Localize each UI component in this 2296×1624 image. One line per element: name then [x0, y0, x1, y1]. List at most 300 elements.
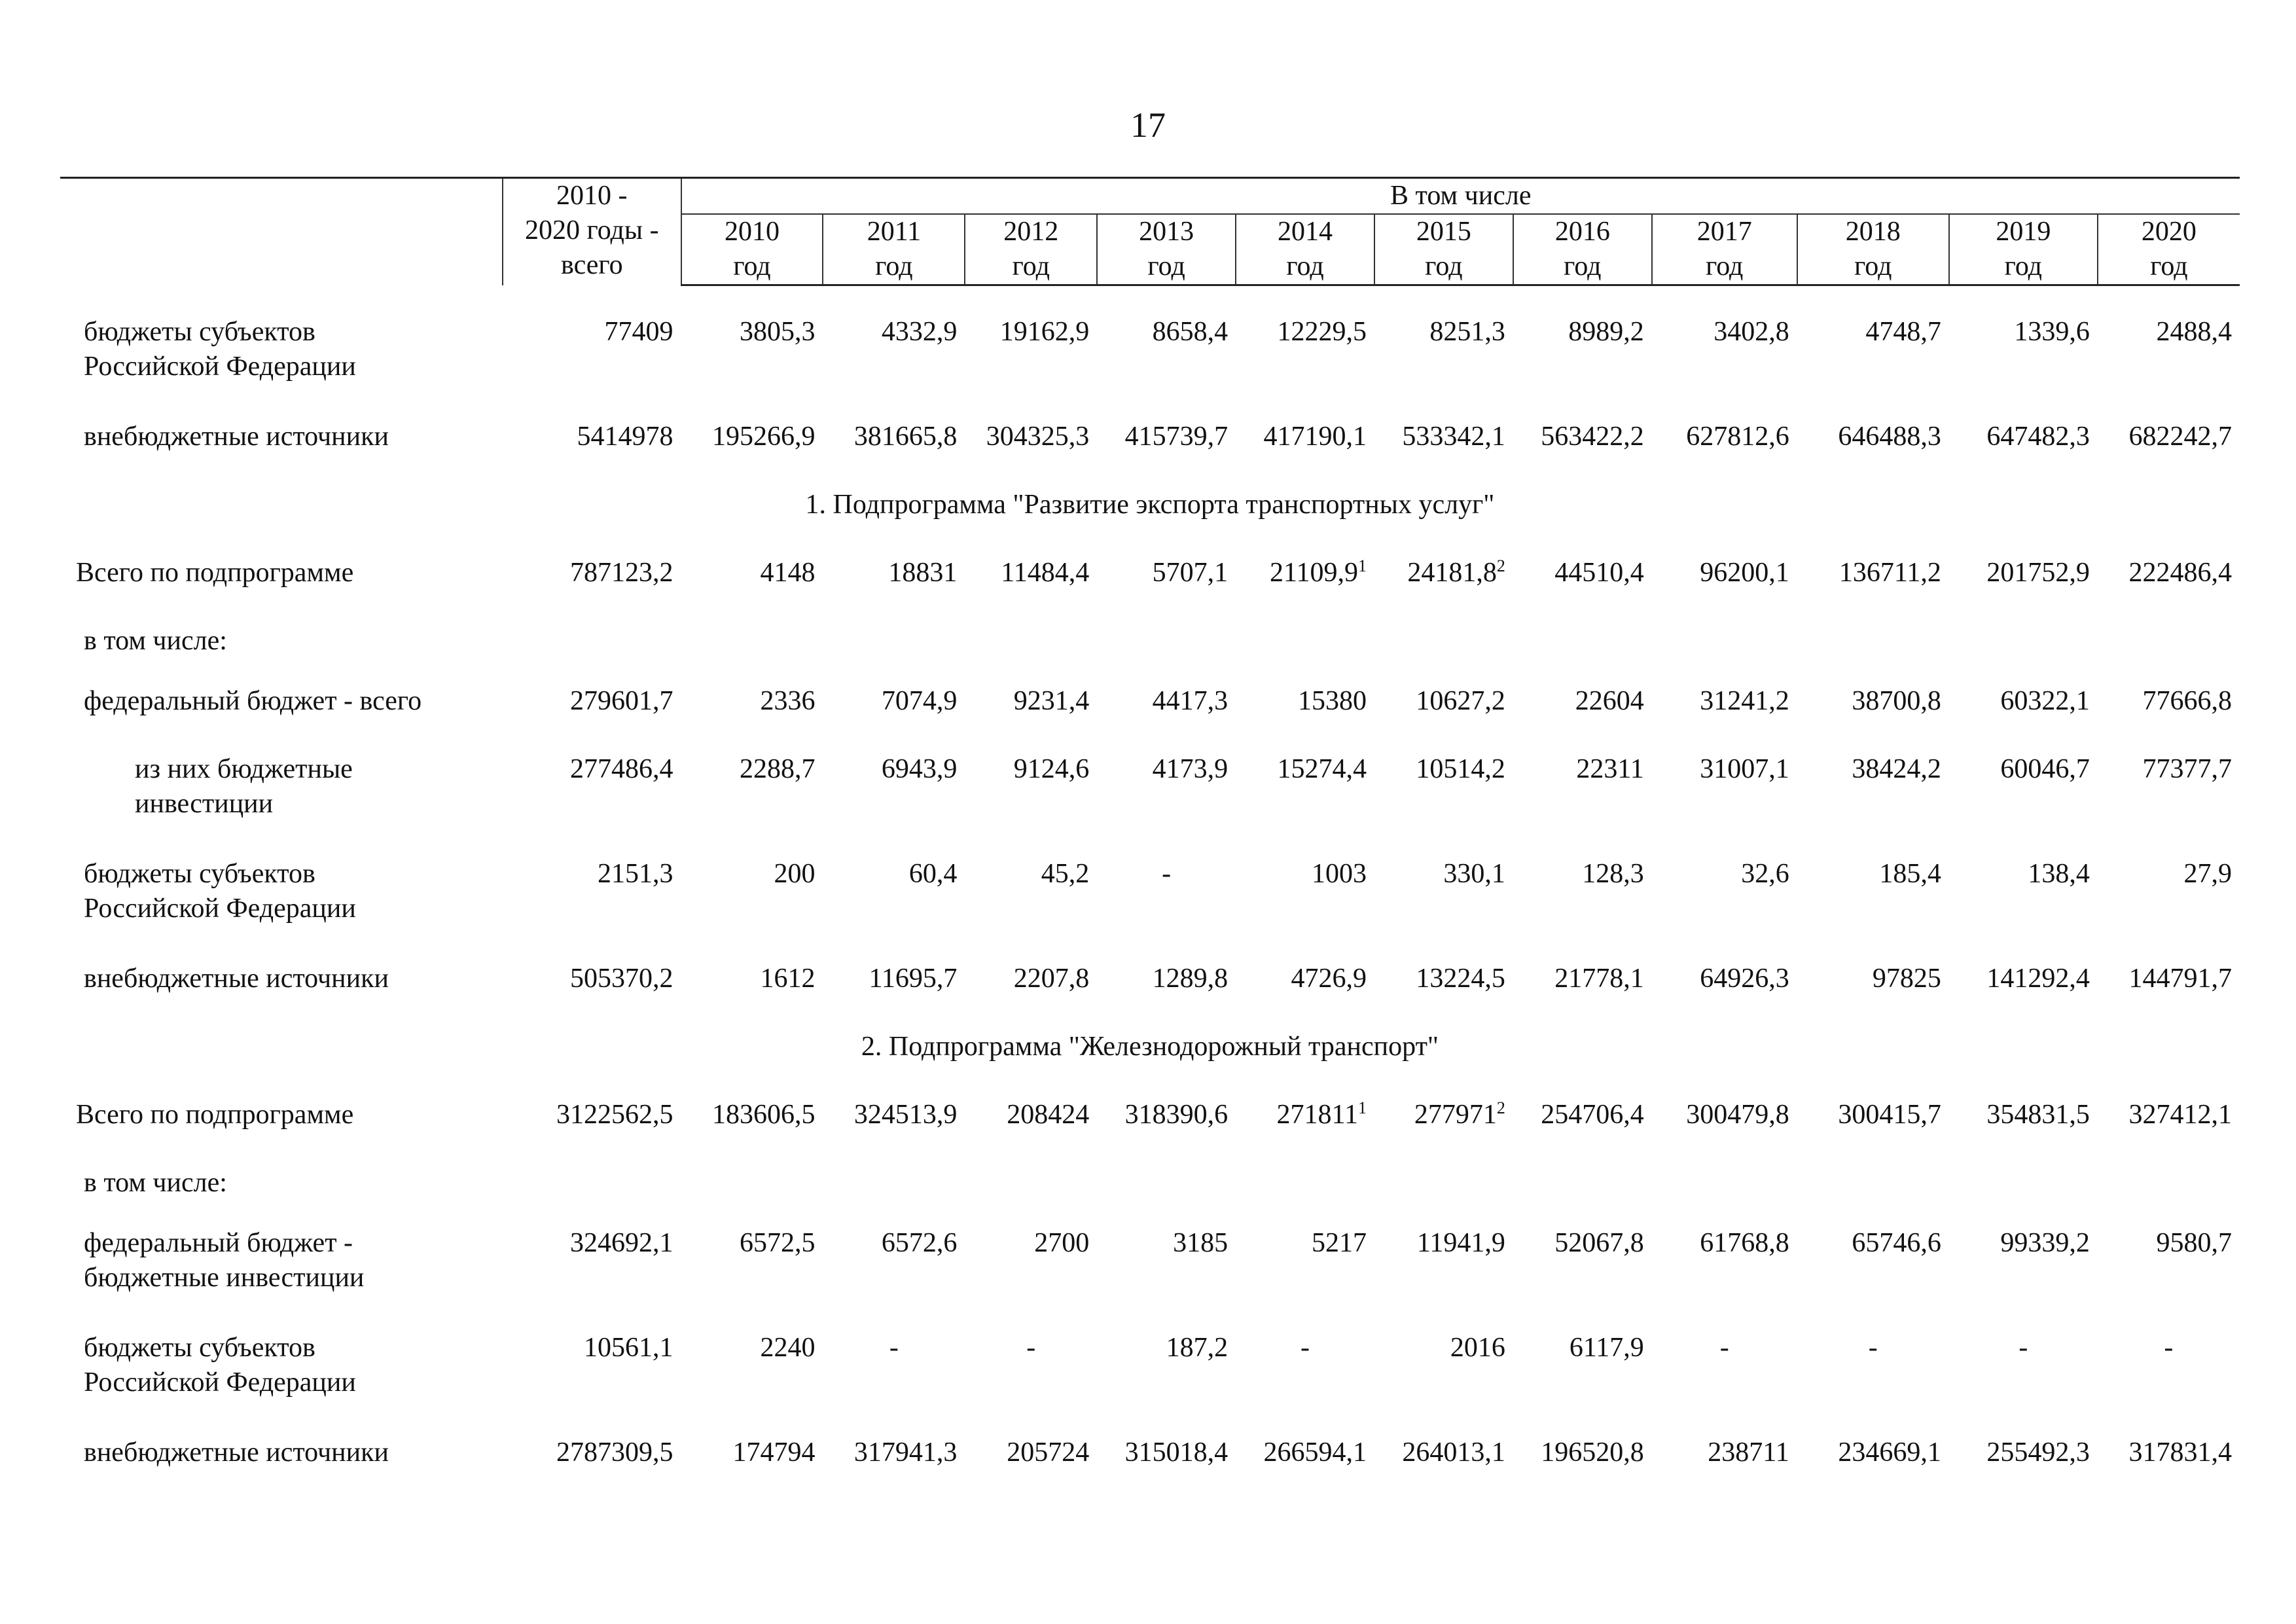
header-year-suffix	[1514, 249, 1651, 284]
year-cell-2020	[2098, 556, 2240, 624]
header-year-suffix-text: год	[1147, 251, 1185, 281]
total-value: 3122562,5	[556, 1100, 673, 1130]
year-cell-2019	[1949, 752, 2098, 857]
empty-cell	[1797, 624, 1949, 684]
header-year-suffix-text: год	[2150, 251, 2188, 281]
row-label-text: Российской Федерации	[84, 352, 356, 382]
year-cell-2015	[1374, 1226, 1513, 1331]
year-cell-2019	[1949, 556, 2098, 624]
header-year-number	[1798, 215, 1948, 249]
year-cell-2010	[681, 962, 823, 1030]
year-cell-2015	[1374, 1331, 1513, 1435]
header-year-number	[1375, 215, 1513, 249]
row-label	[60, 684, 503, 752]
year-cell-2015	[1374, 752, 1513, 857]
total-cell	[503, 962, 681, 1030]
header-indicator-cell	[60, 178, 503, 285]
year-value: -	[1162, 859, 1172, 889]
year-cell-2016	[1513, 556, 1652, 624]
year-cell-2015	[1374, 315, 1513, 420]
year-value: 234669,1	[1838, 1437, 1941, 1468]
year-cell-2014	[1236, 962, 1374, 1030]
year-value: 52067,8	[1554, 1228, 1644, 1258]
year-cell-2014	[1236, 556, 1374, 624]
year-cell-2013	[1097, 684, 1236, 752]
year-cell-2011	[823, 1331, 965, 1435]
year-value: 5217	[1311, 1228, 1367, 1258]
year-value: 238711	[1708, 1437, 1789, 1468]
year-cell-2013	[1097, 420, 1236, 488]
table-row	[60, 1435, 2240, 1504]
year-value: 8251,3	[1429, 317, 1505, 347]
header-year-suffix-text: год	[733, 251, 771, 281]
table-row	[60, 1098, 2240, 1166]
year-cell-2016	[1513, 752, 1652, 857]
year-value: 354831,5	[1986, 1100, 2090, 1130]
year-cell-2013	[1097, 1331, 1236, 1435]
header-year-suffix-text: год	[1854, 251, 1892, 281]
total-value: 10561,1	[584, 1333, 673, 1363]
row-label-line	[84, 420, 503, 454]
year-value: 19162,9	[999, 317, 1090, 347]
year-cell-2014	[1236, 315, 1374, 420]
section-heading-row	[60, 1030, 2240, 1098]
year-value: 381665,8	[853, 422, 958, 452]
year-value: 144791,7	[2128, 964, 2232, 994]
year-cell-2014	[1236, 420, 1374, 488]
year-value: 196520,8	[1541, 1437, 1644, 1468]
year-cell-2020	[2098, 857, 2240, 962]
year-value: -	[1868, 1333, 1878, 1363]
year-cell-2012	[965, 1098, 1097, 1166]
year-value: 2288,7	[739, 754, 816, 784]
year-value: 1003	[1311, 859, 1367, 889]
year-value: 15380	[1297, 686, 1367, 716]
year-cell-2010	[681, 1226, 823, 1331]
year-value: 205724	[1007, 1437, 1090, 1468]
year-value: 4748,7	[1865, 317, 1941, 347]
year-cell-2018	[1797, 556, 1949, 624]
row-label-text: из них бюджетные	[135, 754, 353, 784]
year-cell-2014	[1236, 857, 1374, 962]
year-cell-2017	[1652, 556, 1797, 624]
row-label-line	[84, 350, 503, 384]
year-cell-2020	[2098, 315, 2240, 420]
footnote-marker: 1	[1357, 556, 1367, 575]
header-year-suffix	[2098, 249, 2240, 284]
header-year-2015	[1374, 214, 1513, 285]
header-in-number-text: В том числе	[1390, 181, 1532, 211]
year-cell-2019	[1949, 1098, 2098, 1166]
year-value: 174794	[732, 1437, 816, 1468]
year-value: 647482,3	[1986, 422, 2090, 452]
year-value: 682242,7	[2128, 422, 2232, 452]
year-cell-2017	[1652, 1098, 1797, 1166]
header-year-number	[965, 215, 1096, 249]
year-cell-2015	[1374, 420, 1513, 488]
year-cell-2019	[1949, 315, 2098, 420]
empty-cell	[1652, 624, 1797, 684]
year-cell-2017	[1652, 420, 1797, 488]
row-label	[60, 1331, 503, 1435]
total-cell	[503, 556, 681, 624]
empty-cell	[1652, 1166, 1797, 1226]
row-label	[60, 420, 503, 488]
empty-cell	[965, 1166, 1097, 1226]
table-row	[60, 857, 2240, 962]
section-heading-text: 1. Подпрограмма "Развитие экспорта транспортных услуг"	[805, 490, 1495, 520]
header-year-2011	[823, 214, 965, 285]
header-in-number	[681, 178, 2240, 215]
year-value: 11941,9	[1416, 1228, 1505, 1258]
header-year-text: 2012	[1003, 217, 1059, 247]
year-value: 9124,6	[1013, 754, 1090, 784]
year-value: 185,4	[1879, 859, 1941, 889]
year-cell-2012	[965, 684, 1097, 752]
year-value: 64926,3	[1700, 964, 1789, 994]
row-label-line	[135, 752, 503, 787]
total-cell	[503, 1331, 681, 1435]
header-year-suffix	[682, 249, 823, 284]
header-year-number	[823, 215, 964, 249]
year-value: 18831	[888, 558, 958, 588]
year-cell-2020	[2098, 684, 2240, 752]
empty-cell	[1374, 624, 1513, 684]
header-year-suffix-text: год	[1286, 251, 1324, 281]
header-year-2012	[965, 214, 1097, 285]
total-value: 279601,7	[570, 686, 673, 716]
header-year-suffix	[1236, 249, 1374, 284]
row-label-line	[84, 684, 503, 719]
year-value: 2016	[1450, 1333, 1505, 1363]
year-value: 222486,4	[2128, 558, 2232, 588]
table-row	[60, 1166, 2240, 1226]
year-value: 646488,3	[1838, 422, 1941, 452]
year-value: 201752,9	[1986, 558, 2090, 588]
year-cell-2015	[1374, 1435, 1513, 1504]
row-label-text: бюджеты субъектов	[84, 1333, 315, 1363]
year-cell-2012	[965, 315, 1097, 420]
year-value: 11484,4	[1001, 558, 1090, 588]
year-cell-2011	[823, 684, 965, 752]
year-value: 128,3	[1582, 859, 1644, 889]
total-value: 2787309,5	[556, 1437, 673, 1468]
header-year-suffix	[823, 249, 964, 284]
section-heading-text: 2. Подпрограмма "Железнодорожный транспорт"	[861, 1032, 1439, 1062]
year-value: 317941,3	[853, 1437, 958, 1468]
year-cell-2013	[1097, 962, 1236, 1030]
year-value: 38424,2	[1852, 754, 1941, 784]
section-heading	[60, 488, 2240, 556]
empty-cell	[681, 1166, 823, 1226]
table-row	[60, 556, 2240, 624]
year-value: 2336	[760, 686, 816, 716]
header-year-suffix	[965, 249, 1096, 284]
year-cell-2020	[2098, 420, 2240, 488]
year-cell-2011	[823, 752, 965, 857]
page-number: 17	[1130, 105, 1166, 145]
year-cell-2010	[681, 857, 823, 962]
total-cell	[503, 1226, 681, 1331]
header-total-text: 2020 годы -	[525, 215, 659, 245]
year-value: 266594,1	[1263, 1437, 1367, 1468]
total-value: 505370,2	[570, 964, 673, 994]
empty-cell	[1949, 1166, 2098, 1226]
year-value: 136711,2	[1839, 558, 1941, 588]
year-cell-2020	[2098, 1098, 2240, 1166]
year-cell-2013	[1097, 556, 1236, 624]
header-year-suffix-text: год	[1706, 251, 1744, 281]
year-cell-2010	[681, 752, 823, 857]
row-label-line	[84, 1166, 503, 1200]
year-value: 22604	[1575, 686, 1644, 716]
year-cell-2014	[1236, 752, 1374, 857]
year-value: 533342,1	[1402, 422, 1505, 452]
row-label-line	[84, 315, 503, 350]
year-value: 4417,3	[1152, 686, 1229, 716]
year-cell-2018	[1797, 857, 1949, 962]
header-year-number	[1653, 215, 1797, 249]
year-cell-2017	[1652, 684, 1797, 752]
year-cell-2016	[1513, 684, 1652, 752]
year-cell-2015	[1374, 857, 1513, 962]
year-cell-2010	[681, 420, 823, 488]
year-value: 1339,6	[2014, 317, 2090, 347]
year-value: 4148	[760, 558, 816, 588]
year-cell-2012	[965, 556, 1097, 624]
year-value: 6572,6	[881, 1228, 958, 1258]
year-value: 318390,6	[1124, 1100, 1229, 1130]
table-row	[60, 1331, 2240, 1435]
year-value: 99339,2	[2000, 1228, 2090, 1258]
header-total-line	[503, 213, 680, 248]
header-year-number	[1514, 215, 1651, 249]
year-cell-2011	[823, 420, 965, 488]
footnote-marker: 2	[1496, 556, 1505, 575]
year-cell-2020	[2098, 962, 2240, 1030]
year-value: 255492,3	[1986, 1437, 2090, 1468]
total-value: 787123,2	[570, 558, 673, 588]
header-year-number	[2098, 215, 2240, 249]
year-cell-2016	[1513, 857, 1652, 962]
year-cell-2011	[823, 857, 965, 962]
year-cell-2011	[823, 315, 965, 420]
header-total-line	[503, 248, 680, 283]
header-year-suffix	[1950, 249, 2097, 284]
year-cell-2020	[2098, 1435, 2240, 1504]
year-cell-2018	[1797, 1098, 1949, 1166]
year-cell-2012	[965, 420, 1097, 488]
row-label-line	[84, 624, 503, 659]
year-value: 96200,1	[1700, 558, 1789, 588]
empty-cell	[823, 1166, 965, 1226]
year-cell-2016	[1513, 962, 1652, 1030]
row-label	[60, 1166, 503, 1226]
header-year-text: 2018	[1845, 217, 1901, 247]
section-heading	[60, 1030, 2240, 1098]
spacer-cell	[60, 285, 2240, 316]
row-label-line	[76, 556, 503, 590]
year-cell-2017	[1652, 752, 1797, 857]
header-year-2013	[1097, 214, 1236, 285]
year-value: 15274,4	[1277, 754, 1367, 784]
year-value: 6117,9	[1569, 1333, 1644, 1363]
year-value: -	[2164, 1333, 2174, 1363]
year-cell-2020	[2098, 752, 2240, 857]
year-cell-2013	[1097, 752, 1236, 857]
year-cell-2013	[1097, 857, 1236, 962]
header-year-text: 2016	[1554, 217, 1610, 247]
year-cell-2010	[681, 556, 823, 624]
year-cell-2019	[1949, 684, 2098, 752]
row-label	[60, 315, 503, 420]
year-cell-2019	[1949, 420, 2098, 488]
year-cell-2011	[823, 962, 965, 1030]
year-value: 38700,8	[1852, 686, 1941, 716]
row-label	[60, 624, 503, 684]
year-cell-2013	[1097, 315, 1236, 420]
header-year-number	[1098, 215, 1235, 249]
header-total-text: 2010 -	[556, 181, 628, 211]
year-value: 3185	[1173, 1228, 1229, 1258]
year-value: 300479,8	[1686, 1100, 1789, 1130]
year-value: 77666,8	[2142, 686, 2232, 716]
row-label-line	[84, 1261, 503, 1295]
year-value: 5707,1	[1152, 558, 1229, 588]
row-label-text: Всего по подпрограмме	[76, 1100, 354, 1130]
year-value: 21109,9	[1270, 558, 1358, 588]
year-value: 1289,8	[1152, 964, 1229, 994]
year-value: 315018,4	[1124, 1437, 1229, 1468]
row-label-text: бюджетные инвестиции	[84, 1263, 365, 1293]
year-value: 200	[774, 859, 816, 889]
row-label-text: внебюджетные источники	[84, 1437, 389, 1468]
header-year-2017	[1652, 214, 1797, 285]
year-value: 187,2	[1166, 1333, 1229, 1363]
year-cell-2019	[1949, 1435, 2098, 1504]
year-cell-2014	[1236, 1226, 1374, 1331]
year-value: 61768,8	[1700, 1228, 1789, 1258]
footnote-marker: 1	[1357, 1098, 1367, 1117]
year-cell-2019	[1949, 962, 2098, 1030]
year-value: 300415,7	[1838, 1100, 1941, 1130]
header-year-2010	[681, 214, 823, 285]
year-cell-2018	[1797, 1331, 1949, 1435]
year-value: 563422,2	[1541, 422, 1644, 452]
year-value: 27,9	[2183, 859, 2232, 889]
table-row	[60, 315, 2240, 420]
year-value: 31007,1	[1700, 754, 1789, 784]
year-cell-2010	[681, 1331, 823, 1435]
row-label	[60, 1435, 503, 1504]
total-cell	[503, 1435, 681, 1504]
row-label-line	[76, 1098, 503, 1132]
year-cell-2011	[823, 1098, 965, 1166]
row-label-text: инвестиции	[135, 789, 274, 819]
year-cell-2017	[1652, 1226, 1797, 1331]
header-year-2016	[1513, 214, 1652, 285]
row-label-text: внебюджетные источники	[84, 422, 389, 452]
header-row-top	[60, 178, 2240, 215]
year-cell-2014	[1236, 684, 1374, 752]
total-cell	[503, 315, 681, 420]
row-label	[60, 556, 503, 624]
row-label-line	[84, 1226, 503, 1261]
year-value: 60046,7	[2000, 754, 2090, 784]
year-value: 1612	[760, 964, 816, 994]
year-value: 415739,7	[1124, 422, 1229, 452]
year-cell-2011	[823, 1435, 965, 1504]
year-cell-2015	[1374, 556, 1513, 624]
year-value: 32,6	[1741, 859, 1789, 889]
table-row	[60, 962, 2240, 1030]
header-year-text: 2014	[1278, 217, 1333, 247]
year-value: -	[1300, 1333, 1310, 1363]
total-value: 2151,3	[598, 859, 673, 889]
year-value: 271811	[1276, 1100, 1358, 1130]
year-value: 317831,4	[2128, 1437, 2232, 1468]
year-cell-2010	[681, 315, 823, 420]
year-cell-2012	[965, 857, 1097, 962]
year-cell-2016	[1513, 1435, 1652, 1504]
empty-cell	[1513, 1166, 1652, 1226]
year-cell-2013	[1097, 1435, 1236, 1504]
year-value: 183606,5	[711, 1100, 816, 1130]
year-cell-2019	[1949, 1226, 2098, 1331]
header-total-line	[503, 179, 680, 213]
year-value: 2488,4	[2156, 317, 2232, 347]
year-value: 22311	[1576, 754, 1644, 784]
header-year-suffix-text: год	[1012, 251, 1050, 281]
header-year-suffix	[1653, 249, 1797, 284]
header-year-suffix-text: год	[2004, 251, 2043, 281]
year-cell-2011	[823, 1226, 965, 1331]
year-cell-2012	[965, 1331, 1097, 1435]
row-label-text: Российской Федерации	[84, 893, 356, 924]
year-cell-2017	[1652, 315, 1797, 420]
funding-table	[60, 177, 2240, 1504]
year-cell-2015	[1374, 962, 1513, 1030]
year-value: 8989,2	[1568, 317, 1644, 347]
year-cell-2019	[1949, 857, 2098, 962]
total-cell	[503, 684, 681, 752]
empty-cell	[2098, 1166, 2240, 1226]
table-row	[60, 752, 2240, 857]
year-cell-2020	[2098, 1226, 2240, 1331]
total-value: 324692,1	[570, 1228, 673, 1258]
year-value: 2700	[1034, 1228, 1090, 1258]
header-year-text: 2015	[1416, 217, 1471, 247]
empty-cell	[681, 624, 823, 684]
header-year-2014	[1236, 214, 1374, 285]
year-value: 330,1	[1443, 859, 1505, 889]
year-value: -	[889, 1333, 899, 1363]
year-value: 11695,7	[869, 964, 958, 994]
empty-cell	[965, 624, 1097, 684]
year-value: -	[1026, 1333, 1036, 1363]
empty-cell	[1374, 1166, 1513, 1226]
year-value: 77377,7	[2142, 754, 2232, 784]
year-value: 327412,1	[2128, 1100, 2232, 1130]
year-value: 6943,9	[881, 754, 958, 784]
year-cell-2015	[1374, 1098, 1513, 1166]
row-label-line	[135, 787, 503, 821]
empty-cell	[823, 624, 965, 684]
year-cell-2018	[1797, 752, 1949, 857]
header-year-suffix-text: год	[1425, 251, 1463, 281]
year-cell-2019	[1949, 1331, 2098, 1435]
year-value: 4726,9	[1291, 964, 1367, 994]
